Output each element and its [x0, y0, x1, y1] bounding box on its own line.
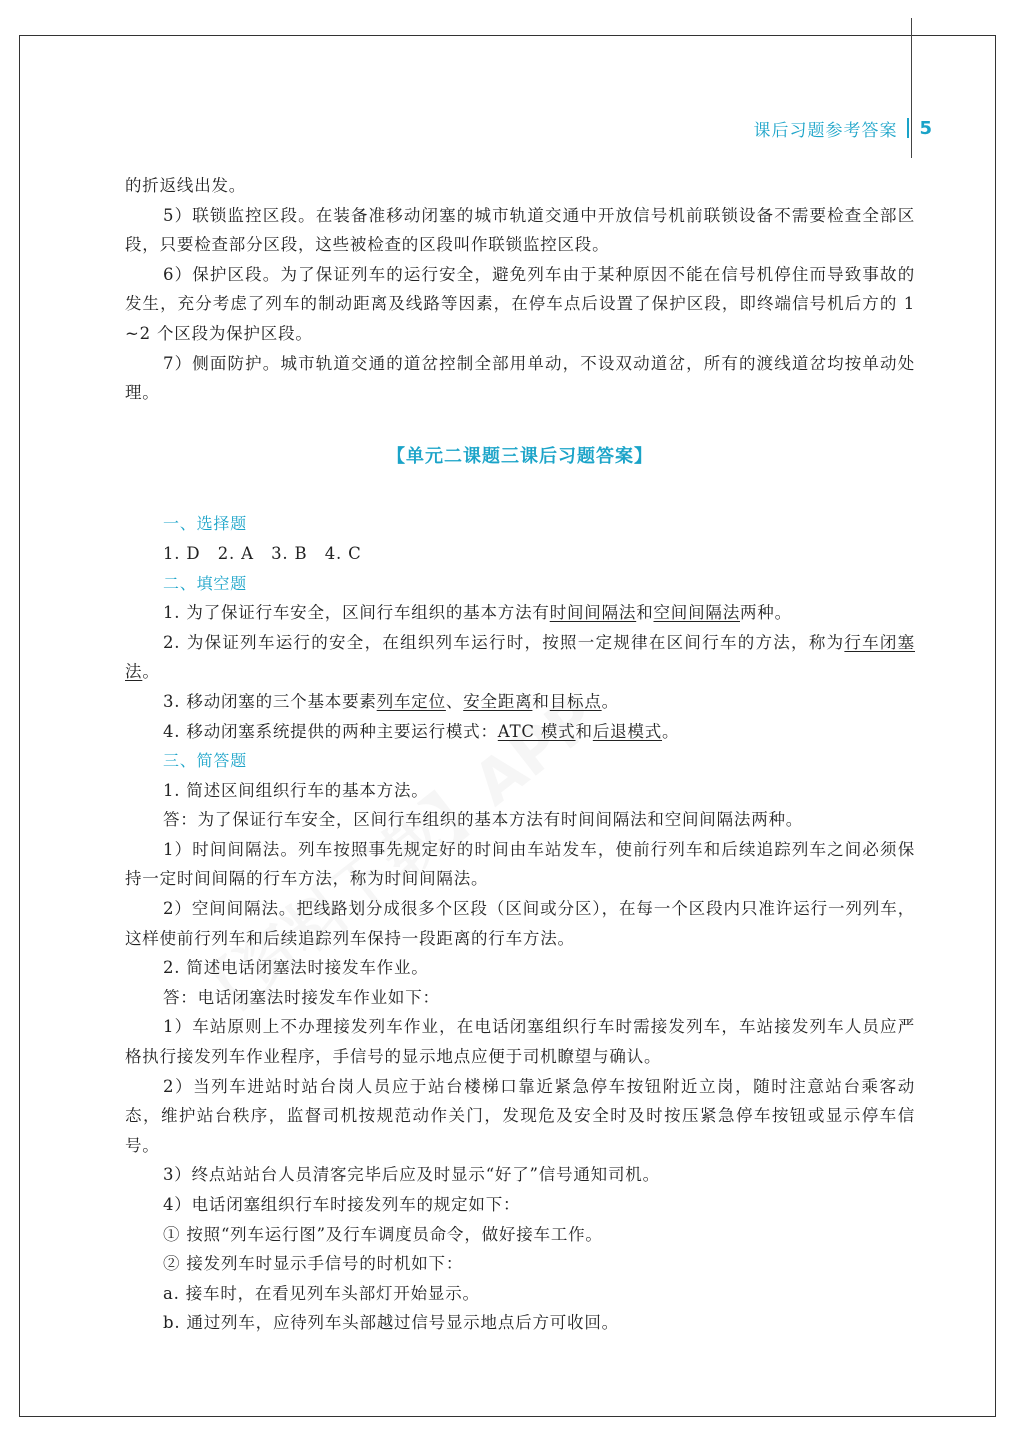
paragraph: 1）时间间隔法。列车按照事先规定好的时间由车站发车，使前行列车和后续追踪列车之间必须保持一定时间间隔的行车方法，称为时间间隔法。	[125, 839, 915, 889]
answer-blank: ATC 模式	[497, 721, 576, 741]
paragraph: a. 接车时，在看见列车头部灯开始显示。	[163, 1283, 480, 1303]
question-text: 。	[601, 691, 619, 711]
question-text: 和	[532, 691, 550, 711]
paragraph: 5）联锁监控区段。在装备准移动闭塞的城市轨道交通中开放信号机前联锁设备不需要检查全部区段，只要检查部分区段，这些被检查的区段叫作联锁监控区段。	[125, 205, 915, 255]
answer-blank: 后退模式	[592, 721, 663, 741]
answer-blank: 安全距离	[463, 691, 533, 711]
paragraph: 2. 简述电话闭塞法时接发车作业。	[163, 958, 429, 978]
paragraph: 4）电话闭塞组织行车时接发列车的规定如下：	[163, 1195, 521, 1214]
header-separator	[907, 118, 909, 138]
paragraph: 7）侧面防护。城市轨道交通的道岔控制全部用单动，不设双动道岔，所有的渡线道岔均按单动处理。	[125, 353, 915, 403]
answer-blank: 列车定位	[376, 691, 446, 711]
paragraph: 1. 简述区间组织行车的基本方法。	[163, 780, 429, 800]
fill-question-2	[125, 628, 915, 687]
fill-question-1	[125, 598, 915, 628]
question-text: 。	[142, 662, 160, 682]
paragraph: 答：电话闭塞法时接发车作业如下：	[163, 987, 440, 1007]
question-text: 4. 移动闭塞系统提供的两种主要运行模式：	[163, 721, 498, 741]
paragraph: 6）保护区段。为了保证列车的运行安全，避免列车由于某种原因不能在信号机停住而导致事故的发生，充分考虑了列车的制动距离及线路等因素，在停车点后设置了保护区段，即终端信号机后方的 1 ~2 个区段为保护区段。	[125, 264, 915, 343]
answer-blank: 时间间隔法	[549, 603, 637, 623]
question-text: 和	[575, 721, 593, 741]
header-title: 课后习题参考答案	[753, 120, 898, 141]
fill-question-4	[125, 717, 915, 747]
question-text: 两种。	[740, 603, 792, 623]
question-text: 1. 为了保证行车安全，区间行车组织的基本方法有	[163, 603, 550, 623]
unit-title: 【单元二课题三课后习题答案】	[387, 445, 653, 467]
question-text: 。	[662, 721, 680, 741]
paragraph: ② 接发列车时显示手信号的时机如下：	[163, 1254, 464, 1274]
paragraph: 3）终点站站台人员清客完毕后应及时显示“好了”信号通知司机。	[163, 1165, 660, 1185]
paragraph: b. 通过列车，应待列车头部越过信号显示地点后方可收回。	[163, 1313, 619, 1333]
choice-answers: 1. D 2. A 3. B 4. C	[163, 543, 362, 563]
page-number: 5	[919, 117, 932, 139]
answer-blank: 空间间隔法	[653, 603, 740, 623]
paragraph: 1）车站原则上不办理接发列车作业，在电话闭塞组织行车时需接发列车，车站接发列车人员应严格执行接发列车作业程序，手信号的显示地点应便于司机瞭望与确认。	[125, 1017, 915, 1067]
paragraph: 答：为了保证行车安全，区间行车组织的基本方法有时间间隔法和空间间隔法两种。	[163, 810, 804, 830]
paragraph: 2）空间间隔法。把线路划分成很多个区段（区间或分区），在每一个区段内只准许运行一列列车，这样使前行列车和后续追踪列车保持一段距离的行车方法。	[125, 899, 915, 948]
question-text: 3. 移动闭塞的三个基本要素	[163, 691, 377, 711]
answer-blank: 目标点	[549, 691, 602, 711]
paragraph: ① 按照“列车运行图”及行车调度员命令，做好接车工作。	[163, 1224, 603, 1244]
question-text: 和	[636, 603, 654, 623]
section-heading-fill: 二、填空题	[163, 573, 248, 593]
question-text: 、	[445, 691, 464, 711]
page-content	[125, 171, 915, 1338]
section-heading-short: 三、简答题	[163, 751, 248, 771]
answer-blank: 行车闭塞法	[125, 632, 915, 682]
question-text: 2. 为保证列车运行的安全，在组织列车运行时，按照一定规律在区间行车的方法，称为	[163, 632, 845, 652]
fill-question-3	[125, 687, 915, 717]
paragraph: 的折返线出发。	[125, 176, 247, 195]
running-header	[753, 114, 932, 142]
paragraph: 2）当列车进站时站台岗人员应于站台楼梯口靠近紧急停车按钮附近立岗，随时注意站台乘客动态，维护站台秩序，监督司机按规范动作关门，发现危及安全时及时按压紧急停车按钮或显示停车信号。	[125, 1076, 915, 1155]
section-heading-choice: 一、选择题	[163, 514, 248, 534]
